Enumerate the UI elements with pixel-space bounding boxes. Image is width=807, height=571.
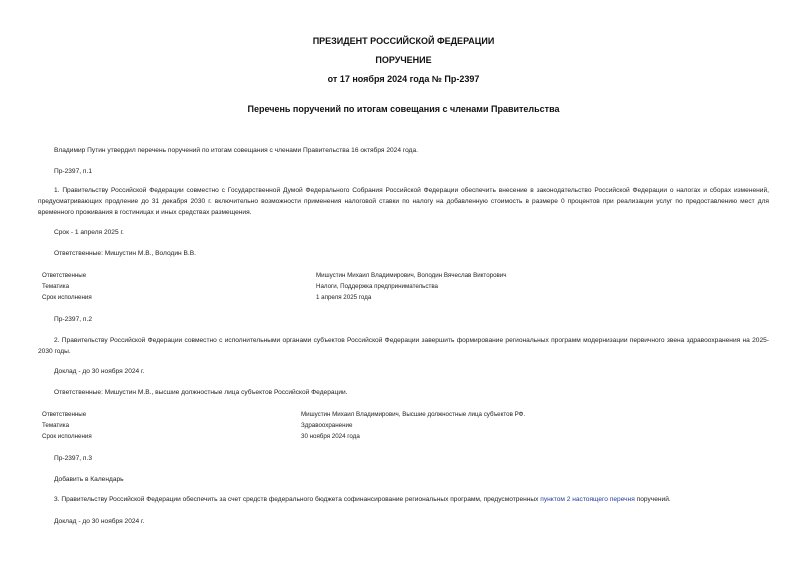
item-1-deadline: Срок - 1 апреля 2025 г. [54, 229, 124, 236]
item-3-text-start: 3. Правительству Российской Федерации обеспечить за счет средств федерального бюджета софинансирование региональных программ, предусмотренных [54, 496, 541, 503]
item-1-text: 1. Правительству Российской Федерации совместно с Государственной Думой Федерального Собрания Российской Федерации обеспечить внесение в законодательство Российской Федерации о налогах и сборах изменений, предусматривающих продление до 31 декабря 2030 г. включительно возможности применения налоговой ставки по налогу на добавленную стоимость в размере 0 процентов при реализации услуг по предоставлению мест для временного проживания в гостиницах и иных средствах размещения. [38, 187, 769, 216]
document-type-heading: ПОРУЧЕНИЕ [375, 55, 432, 65]
item-1-meta-value-topic: Налоги, Поддержка предпринимательства [316, 283, 438, 290]
item-1-meta-label-deadline: Срок исполнения [42, 294, 92, 301]
item-1-meta-value-responsible: Мишустин Михаил Владимирович, Володин Вячеслав Викторович [316, 272, 507, 279]
item-1-meta-value-deadline: 1 апреля 2025 года [316, 294, 372, 301]
item-2-text: 2. Правительству Российской Федерации совместно с исполнительными органами субъектов Российской Федерации завершить формирование региональных программ модернизации первичного звена здравоохранения на 2025-2030 годы. [38, 337, 769, 355]
item-2-meta-value-deadline: 30 ноября 2024 года [301, 433, 360, 440]
add-to-calendar-link[interactable]: Добавить в Календарь [54, 476, 124, 483]
item-2-reference-link[interactable]: пунктом 2 настоящего перечня [540, 496, 635, 503]
intro-paragraph: Владимир Путин утвердил перечень поручений по итогам совещания с членами Правительства 16 октября 2024 года. [54, 147, 418, 154]
item-2-meta-value-topic: Здравоохранение [301, 422, 353, 429]
item-2-meta-label-responsible: Ответственные [42, 411, 87, 418]
item-2-meta-label-topic: Тематика [42, 422, 70, 429]
item-1-meta-label-topic: Тематика [42, 283, 70, 290]
item-2-reference: Пр-2397, п.2 [54, 316, 93, 323]
item-2-meta-value-responsible: Мишустин Михаил Владимирович, Высшие должностные лица субъектов РФ. [301, 411, 526, 418]
item-3-reference: Пр-2397, п.3 [54, 455, 93, 462]
document-title: Перечень поручений по итогам совещания с членами Правительства [247, 104, 560, 114]
issuer-heading: ПРЕЗИДЕНТ РОССИЙСКОЙ ФЕДЕРАЦИИ [312, 36, 495, 46]
item-3-text [54, 494, 671, 505]
item-1-responsible: Ответственные: Мишустин М.В., Володин В.В. [54, 250, 196, 257]
item-1-reference: Пр-2397, п.1 [54, 168, 93, 175]
document-date-number: от 17 ноября 2024 года № Пр-2397 [327, 74, 480, 84]
item-2-meta-label-deadline: Срок исполнения [42, 433, 92, 440]
item-2-deadline: Доклад - до 30 ноября 2024 г. [54, 368, 145, 375]
item-2-responsible: Ответственные: Мишустин М.В., высшие должностные лица субъектов Российской Федерации. [54, 389, 348, 396]
item-3-deadline: Доклад - до 30 ноября 2024 г. [54, 518, 145, 525]
item-1-meta-label-responsible: Ответственные [42, 272, 87, 279]
item-3-text-end: поручений. [634, 496, 671, 503]
